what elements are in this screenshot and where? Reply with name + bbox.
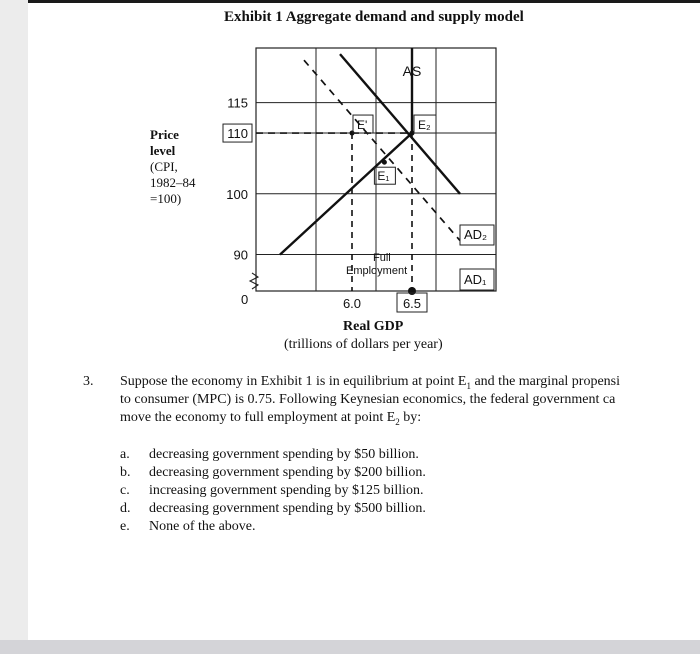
choice-text: decreasing government spending by $50 billion.: [149, 447, 419, 462]
chart-curves: [280, 48, 460, 295]
x-axis-label: Real GDP: [343, 319, 404, 334]
choice-letter: d.: [120, 501, 131, 516]
bottom-strip: [0, 640, 700, 654]
question-line: [120, 410, 421, 427]
question-text-run: move the economy to full employment at point E: [120, 410, 396, 425]
chart-title: Exhibit 1 Aggregate demand and supply model: [224, 9, 524, 25]
choice-letter: b.: [120, 465, 131, 480]
e1-label: E₁: [377, 169, 390, 184]
y-axis-label-line: Price: [150, 127, 179, 142]
y-tick-label: 90: [233, 247, 248, 263]
ad1-label: AD₁: [464, 272, 487, 287]
choice-letter: c.: [120, 483, 130, 498]
question-text-run: to consumer (MPC) is 0.75. Following Keynesian economics, the federal government ca: [120, 392, 616, 407]
full-employment-label: Full: [373, 252, 391, 264]
ad1-curve: [304, 60, 460, 240]
choice-text: decreasing government spending by $200 billion.: [149, 465, 426, 480]
question-text-run: Suppose the economy in Exhibit 1 is in equilibrium at point E: [120, 374, 467, 389]
e1-point: [382, 160, 387, 165]
e2-label: E₂: [418, 118, 431, 133]
choice-text: increasing government spending by $125 billion.: [149, 483, 424, 498]
question-text-run: and the marginal propensi: [470, 374, 621, 389]
question-line: [120, 374, 620, 391]
full-employment-dot: [408, 287, 416, 295]
e-prime-label: E': [357, 118, 368, 133]
y-tick-label: 115: [227, 95, 248, 111]
y-tick-label: 100: [226, 186, 248, 202]
x-tick-label: 6.5: [402, 296, 422, 311]
x-axis-sublabel: (trillions of dollars per year): [284, 337, 443, 352]
subscript: 1: [466, 380, 471, 391]
choice-letter: e.: [120, 519, 130, 534]
choice-letter: a.: [120, 447, 130, 462]
y-tick-label: 110: [227, 126, 248, 142]
question-line: [120, 392, 615, 408]
ad2-label: AD₂: [464, 227, 488, 242]
worksheet-page: [28, 0, 700, 643]
y-axis-label-line: =100): [150, 191, 182, 206]
y-axis-label-line: 1982–84: [150, 175, 196, 190]
question-number: 3.: [83, 374, 94, 389]
choice-text: decreasing government spending by $500 billion.: [149, 501, 426, 516]
subscript: 2: [395, 416, 400, 427]
choice-text: None of the above.: [149, 519, 256, 534]
as-curve: [280, 48, 412, 255]
y-axis-label-line: level: [150, 143, 176, 158]
question-text-run: by:: [399, 410, 422, 425]
x-tick-label: 6.0: [342, 296, 362, 311]
full-employment-label: Employment: [346, 265, 408, 277]
y-axis-label-line: (CPI,: [150, 159, 178, 174]
as-label: AS: [402, 63, 422, 79]
axis-break-mark: [250, 273, 258, 289]
origin-label: 0: [241, 292, 249, 307]
ad-as-chart: [28, 3, 700, 363]
